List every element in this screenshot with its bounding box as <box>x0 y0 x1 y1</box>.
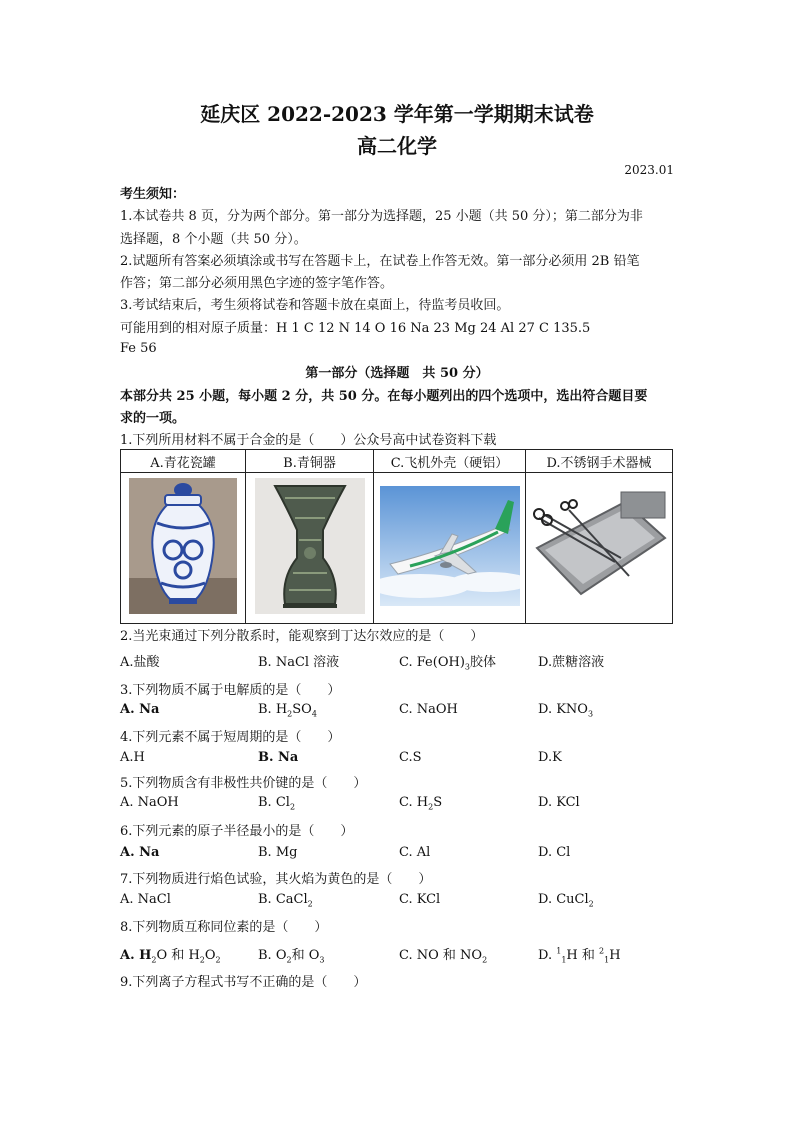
question-1-stem: 1.下列所用材料不属于合金的是（ ）公众号高中试卷资料下载 <box>120 433 497 448</box>
option-c: C. $H_2S$ <box>399 795 443 812</box>
section-intro: 求的一项。 <box>120 411 186 426</box>
exam-date: 2023.01 <box>624 163 674 177</box>
surgical-instruments-image <box>529 488 669 604</box>
porcelain-jar-image <box>129 478 237 614</box>
option-a: A. $H_2O$ 和 $H_2O_2$ <box>120 948 221 965</box>
atomic-mass-line: Fe 56 <box>120 341 157 356</box>
option-d: D. KCl <box>538 795 580 810</box>
option-a-cell: A.青花瓷罐 <box>121 450 246 473</box>
option-c: C. Al <box>399 845 431 860</box>
option-b: B. Mg <box>258 845 298 860</box>
option-d: D. Cl <box>538 845 571 860</box>
question-2-stem: 2.当光束通过下列分散系时，能观察到丁达尔效应的是（ ） <box>120 629 484 644</box>
question-7-stem: 7.下列物质进行焰色试验，其火焰为黄色的是（ ） <box>120 872 432 887</box>
section-intro: 本部分共 25 小题，每小题 2 分，共 50 分。在每小题列出的四个选项中，选出符合题目要 <box>120 389 648 404</box>
option-c: C.S <box>399 750 422 765</box>
atomic-mass-line: 可能用到的相对原子质量：H 1 C 12 N 14 O 16 Na 23 Mg 24 Al 27 C 135.5 <box>120 321 591 336</box>
option-d-cell: D.不锈钢手术器械 <box>526 450 673 473</box>
option-a: A.H <box>120 750 145 765</box>
option-b: B. Na <box>258 750 299 765</box>
section-title: 第一部分（选择题 共 50 分） <box>305 366 489 381</box>
option-c-cell: C.飞机外壳（硬铝） <box>374 450 526 473</box>
bronze-vessel-image <box>255 478 365 614</box>
notice-line: 3.考试结束后，考生须将试卷和答题卡放在桌面上，待监考员收回。 <box>120 298 510 313</box>
question-6-stem: 6.下列元素的原子半径最小的是（ ） <box>120 824 354 839</box>
option-b: B. $Cl_2$ <box>258 795 296 812</box>
question-5-stem: 5.下列物质含有非极性共价键的是（ ） <box>120 776 367 791</box>
notice-line: 1.本试卷共 8 页，分为两个部分。第一部分为选择题，25 小题（共 50 分）；第二部分为非 <box>120 209 643 224</box>
option-c: C. KCl <box>399 892 441 907</box>
question-1-table <box>120 449 673 624</box>
option-a: A. Na <box>120 702 160 717</box>
exam-title: 延庆区 2022-2023 学年第一学期期末试卷 <box>200 102 594 126</box>
notice-heading: 考生须知： <box>120 187 186 202</box>
option-a: A. NaOH <box>120 795 179 810</box>
option-d: D.K <box>538 750 562 765</box>
option-b: B. NaCl 溶液 <box>258 655 340 670</box>
option-b-cell: B.青铜器 <box>246 450 374 473</box>
subject-title: 高二化学 <box>357 134 437 158</box>
option-d: D. $^1_1$H 和 $^2_1$H <box>538 946 621 965</box>
question-8-stem: 8.下列物质互称同位素的是（ ） <box>120 920 328 935</box>
option-a: A. Na <box>120 845 160 860</box>
question-4-stem: 4.下列元素不属于短周期的是（ ） <box>120 730 341 745</box>
option-d: D.蔗糖溶液 <box>538 655 605 670</box>
option-a: A. NaCl <box>120 892 171 907</box>
notice-line: 作答；第二部分必须用黑色字迹的签字笔作答。 <box>120 276 394 291</box>
question-9-stem: 9.下列离子方程式书写不正确的是（ ） <box>120 975 367 990</box>
option-b: B. CaCl$_2$ <box>258 892 313 909</box>
option-c: C. NO 和 $NO_2$ <box>399 948 488 965</box>
option-b: B. $O_2$和 $O_3$ <box>258 948 325 965</box>
option-b: B. $H_2SO_4$ <box>258 702 317 719</box>
notice-line: 选择题，8 个小题（共 50 分）。 <box>120 232 307 247</box>
option-c: C. $Fe(OH)_3$胶体 <box>399 655 496 672</box>
option-d: D. $KNO_3$ <box>538 702 594 719</box>
airplane-image <box>380 486 520 606</box>
option-d: D. CuCl$_2$ <box>538 892 594 909</box>
question-3-stem: 3.下列物质不属于电解质的是（ ） <box>120 683 341 698</box>
option-a: A.盐酸 <box>120 655 160 670</box>
option-c: C. NaOH <box>399 702 458 717</box>
notice-line: 2.试题所有答案必须填涂或书写在答题卡上，在试卷上作答无效。第一部分必须用 2B 铅笔 <box>120 254 640 269</box>
